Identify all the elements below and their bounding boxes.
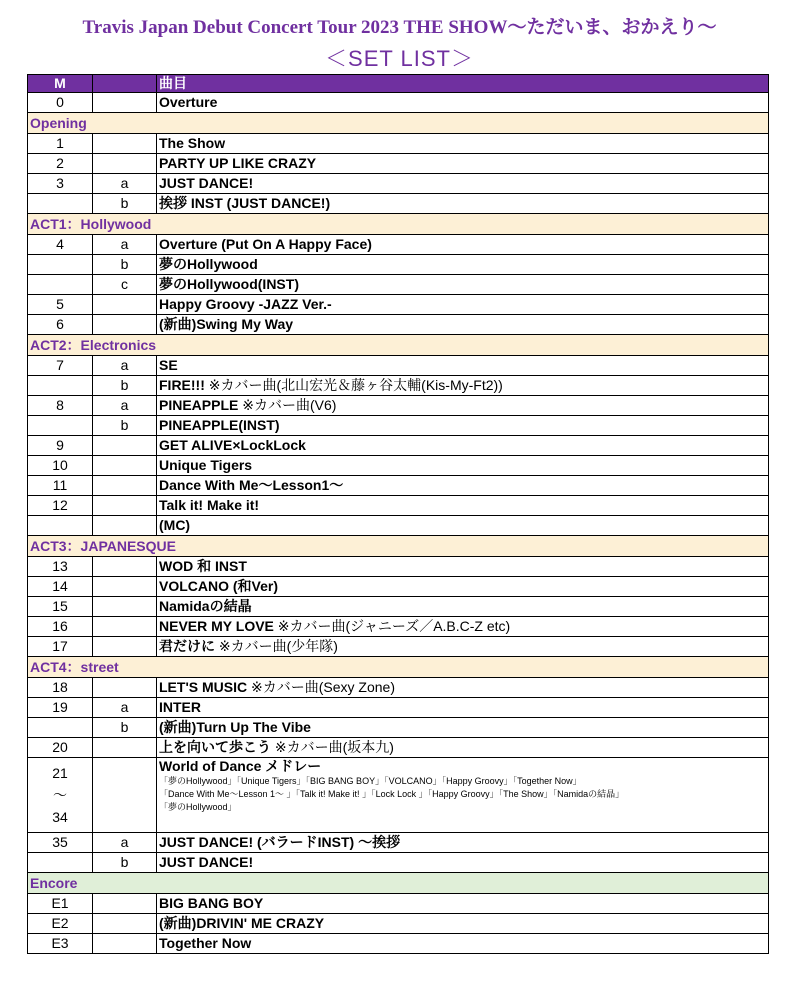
row-sub bbox=[93, 637, 157, 657]
section-row bbox=[28, 335, 769, 356]
song-row bbox=[28, 396, 769, 416]
row-sub: b bbox=[93, 416, 157, 436]
song-cell bbox=[157, 833, 769, 853]
row-sub: b bbox=[93, 376, 157, 396]
song-title: Namidaの結晶 bbox=[159, 598, 252, 614]
medley-songs-line: 「夢のHollywood」「Unique Tigers」「BIG BANG BOY」「VOLCANO」「Happy Groovy」「Together Now」 bbox=[159, 776, 582, 786]
song-title: 挨拶 INST (JUST DANCE!) bbox=[159, 195, 331, 211]
song-row bbox=[28, 456, 769, 476]
song-row bbox=[28, 718, 769, 738]
song-cell bbox=[157, 134, 769, 154]
song-cell bbox=[157, 597, 769, 617]
row-number: 9 bbox=[28, 436, 93, 456]
row-sub bbox=[93, 134, 157, 154]
song-title: (新曲)DRIVIN' ME CRAZY bbox=[159, 915, 325, 931]
song-title: BIG BANG BOY bbox=[159, 895, 264, 911]
row-sub bbox=[93, 436, 157, 456]
row-sub bbox=[93, 914, 157, 934]
row-number: 7 bbox=[28, 356, 93, 376]
song-title: NEVER MY LOVE bbox=[159, 618, 274, 634]
song-row bbox=[28, 255, 769, 275]
song-row bbox=[28, 833, 769, 853]
header-sub bbox=[93, 75, 157, 93]
song-row bbox=[28, 496, 769, 516]
row-number: E2 bbox=[28, 914, 93, 934]
row-number bbox=[28, 376, 93, 396]
song-title: LET'S MUSIC bbox=[159, 679, 248, 695]
row-number bbox=[28, 275, 93, 295]
song-row bbox=[28, 93, 769, 113]
setlist-table bbox=[27, 74, 769, 954]
song-cell bbox=[157, 416, 769, 436]
song-cell bbox=[157, 235, 769, 255]
song-title: (新曲)Swing My Way bbox=[159, 316, 294, 332]
row-sub: b bbox=[93, 255, 157, 275]
row-number: 1 bbox=[28, 134, 93, 154]
row-number bbox=[28, 758, 93, 833]
song-title: 上を向いて歩こう bbox=[159, 739, 271, 755]
row-number bbox=[28, 255, 93, 275]
song-row bbox=[28, 577, 769, 597]
row-number bbox=[28, 416, 93, 436]
row-number: 12 bbox=[28, 496, 93, 516]
song-row bbox=[28, 738, 769, 758]
row-number bbox=[28, 194, 93, 214]
row-sub bbox=[93, 577, 157, 597]
song-title: Together Now bbox=[159, 935, 252, 951]
medley-cell bbox=[157, 758, 769, 833]
song-row bbox=[28, 637, 769, 657]
song-title: INTER bbox=[159, 699, 201, 715]
song-cell bbox=[157, 738, 769, 758]
song-row bbox=[28, 678, 769, 698]
row-sub bbox=[93, 597, 157, 617]
row-sub bbox=[93, 678, 157, 698]
row-number bbox=[28, 516, 93, 536]
song-cell bbox=[157, 275, 769, 295]
song-cell bbox=[157, 577, 769, 597]
song-title: Dance With Me～Lesson1～ bbox=[159, 477, 344, 493]
song-row bbox=[28, 235, 769, 255]
row-number: 19 bbox=[28, 698, 93, 718]
song-cell bbox=[157, 456, 769, 476]
song-cell bbox=[157, 315, 769, 335]
song-cell bbox=[157, 698, 769, 718]
song-note: ※カバー曲(V6) bbox=[238, 397, 337, 413]
song-cell bbox=[157, 174, 769, 194]
song-row bbox=[28, 436, 769, 456]
row-sub: a bbox=[93, 833, 157, 853]
song-row bbox=[28, 914, 769, 934]
row-sub bbox=[93, 738, 157, 758]
medley-songs-line: 「夢のHollywood」 bbox=[159, 802, 237, 812]
song-note: ※カバー曲(ジャニーズ／A.B.C-Z etc) bbox=[273, 618, 511, 634]
song-row bbox=[28, 275, 769, 295]
row-number: 2 bbox=[28, 154, 93, 174]
row-number: 13 bbox=[28, 557, 93, 577]
section-label: ACT3：JAPANESQUE bbox=[28, 536, 769, 557]
row-sub bbox=[93, 617, 157, 637]
row-sub bbox=[93, 93, 157, 113]
song-title: 夢のHollywood bbox=[159, 256, 258, 272]
page-subtitle: ＜SET LIST＞ bbox=[325, 46, 474, 71]
song-row bbox=[28, 154, 769, 174]
song-title: JUST DANCE! bbox=[159, 175, 254, 191]
song-row bbox=[28, 853, 769, 873]
song-title: (新曲)Turn Up The Vibe bbox=[159, 719, 311, 735]
song-note: ※カバー曲(Sexy Zone) bbox=[247, 679, 395, 695]
song-note: ※カバー曲(北山宏光＆藤ヶ谷太輔(Kis-My-Ft2)) bbox=[204, 377, 503, 393]
song-cell bbox=[157, 678, 769, 698]
song-row bbox=[28, 416, 769, 436]
song-row bbox=[28, 295, 769, 315]
row-sub: b bbox=[93, 194, 157, 214]
song-row bbox=[28, 376, 769, 396]
row-sub: a bbox=[93, 698, 157, 718]
row-sub bbox=[93, 315, 157, 335]
song-title: FIRE!!! bbox=[159, 377, 205, 393]
song-row bbox=[28, 174, 769, 194]
song-row bbox=[28, 356, 769, 376]
song-title: WOD 和 INST bbox=[159, 558, 247, 574]
row-number: 3 bbox=[28, 174, 93, 194]
medley-end: 34 bbox=[52, 809, 68, 825]
song-cell bbox=[157, 853, 769, 873]
song-cell bbox=[157, 476, 769, 496]
row-sub: a bbox=[93, 396, 157, 416]
row-number: E3 bbox=[28, 934, 93, 954]
row-number: 10 bbox=[28, 456, 93, 476]
song-cell bbox=[157, 154, 769, 174]
section-label: ACT4：street bbox=[28, 657, 769, 678]
song-title: 君だけに bbox=[159, 638, 215, 654]
song-title: PARTY UP LIKE CRAZY bbox=[159, 155, 317, 171]
row-number bbox=[28, 718, 93, 738]
row-sub bbox=[93, 456, 157, 476]
song-title: PINEAPPLE(INST) bbox=[159, 417, 280, 433]
song-row bbox=[28, 134, 769, 154]
song-cell bbox=[157, 496, 769, 516]
song-cell bbox=[157, 894, 769, 914]
song-title: PINEAPPLE bbox=[159, 397, 239, 413]
row-sub: a bbox=[93, 356, 157, 376]
medley-row bbox=[28, 758, 769, 833]
row-number: 15 bbox=[28, 597, 93, 617]
medley-songs-line: 「Dance With Me～Lesson 1～ 」「Talk it! Make it! 」「Lock Lock 」「Happy Groovy」「The Show」「Namidaの結晶」 bbox=[159, 789, 625, 799]
section-row bbox=[28, 113, 769, 134]
song-row bbox=[28, 516, 769, 536]
row-number: 14 bbox=[28, 577, 93, 597]
song-title: (MC) bbox=[159, 517, 191, 533]
medley-title: World of Dance メドレー bbox=[159, 758, 322, 774]
song-title: Overture bbox=[159, 94, 218, 110]
song-row bbox=[28, 476, 769, 496]
row-number bbox=[28, 853, 93, 873]
row-sub bbox=[93, 295, 157, 315]
song-cell bbox=[157, 194, 769, 214]
song-title: Unique Tigers bbox=[159, 457, 253, 473]
song-row bbox=[28, 617, 769, 637]
row-number: 16 bbox=[28, 617, 93, 637]
song-title: JUST DANCE! bbox=[159, 854, 254, 870]
header-song: 曲目 bbox=[157, 75, 769, 93]
song-title: The Show bbox=[159, 135, 226, 151]
song-row bbox=[28, 315, 769, 335]
song-title: Happy Groovy -JAZZ Ver.- bbox=[159, 296, 332, 312]
row-number: 8 bbox=[28, 396, 93, 416]
row-sub: c bbox=[93, 275, 157, 295]
row-sub: a bbox=[93, 235, 157, 255]
song-cell bbox=[157, 93, 769, 113]
song-cell bbox=[157, 637, 769, 657]
song-note: ※カバー曲(少年隊) bbox=[215, 638, 338, 654]
row-number: 11 bbox=[28, 476, 93, 496]
song-note: ※カバー曲(坂本九) bbox=[271, 739, 394, 755]
row-sub bbox=[93, 934, 157, 954]
song-cell bbox=[157, 934, 769, 954]
song-title: 夢のHollywood(INST) bbox=[159, 276, 299, 292]
song-row bbox=[28, 557, 769, 577]
song-cell bbox=[157, 914, 769, 934]
song-title: Talk it! Make it! bbox=[159, 497, 260, 513]
section-row bbox=[28, 657, 769, 678]
section-row bbox=[28, 873, 769, 894]
song-cell bbox=[157, 617, 769, 637]
row-sub bbox=[93, 557, 157, 577]
row-number: 17 bbox=[28, 637, 93, 657]
song-title: SE bbox=[159, 357, 178, 373]
section-row bbox=[28, 214, 769, 235]
song-title: GET ALIVE×LockLock bbox=[159, 437, 306, 453]
row-number: 5 bbox=[28, 295, 93, 315]
section-row bbox=[28, 536, 769, 557]
header-m: M bbox=[28, 75, 93, 93]
song-cell bbox=[157, 516, 769, 536]
section-label: ACT2：Electronics bbox=[28, 335, 769, 356]
song-cell bbox=[157, 557, 769, 577]
song-row bbox=[28, 194, 769, 214]
song-title: JUST DANCE! (バラードINST) ～挨拶 bbox=[159, 834, 401, 850]
row-number: 18 bbox=[28, 678, 93, 698]
table-header-row bbox=[28, 75, 769, 93]
row-sub bbox=[93, 758, 157, 833]
song-cell bbox=[157, 295, 769, 315]
row-sub bbox=[93, 496, 157, 516]
song-row bbox=[28, 934, 769, 954]
row-sub bbox=[93, 516, 157, 536]
section-label: Opening bbox=[28, 113, 769, 134]
medley-start: 21 bbox=[52, 765, 68, 781]
row-sub bbox=[93, 894, 157, 914]
song-cell bbox=[157, 356, 769, 376]
song-cell bbox=[157, 718, 769, 738]
page-title: Travis Japan Debut Concert Tour 2023 THE SHOW～ただいま、おかえり～ bbox=[82, 17, 717, 38]
song-cell bbox=[157, 396, 769, 416]
song-cell bbox=[157, 376, 769, 396]
row-number: 20 bbox=[28, 738, 93, 758]
section-label: Encore bbox=[28, 873, 769, 894]
song-title: Overture (Put On A Happy Face) bbox=[159, 236, 372, 252]
song-row bbox=[28, 698, 769, 718]
row-sub: b bbox=[93, 853, 157, 873]
song-title: VOLCANO (和Ver) bbox=[159, 578, 279, 594]
row-sub bbox=[93, 154, 157, 174]
row-number: 0 bbox=[28, 93, 93, 113]
row-sub bbox=[93, 476, 157, 496]
song-cell bbox=[157, 255, 769, 275]
medley-tilde: ～ bbox=[53, 787, 67, 803]
song-row bbox=[28, 597, 769, 617]
song-cell bbox=[157, 436, 769, 456]
row-number: E1 bbox=[28, 894, 93, 914]
row-number: 4 bbox=[28, 235, 93, 255]
row-number: 6 bbox=[28, 315, 93, 335]
song-row bbox=[28, 894, 769, 914]
row-sub: b bbox=[93, 718, 157, 738]
row-sub: a bbox=[93, 174, 157, 194]
section-label: ACT1：Hollywood bbox=[28, 214, 769, 235]
row-number: 35 bbox=[28, 833, 93, 853]
